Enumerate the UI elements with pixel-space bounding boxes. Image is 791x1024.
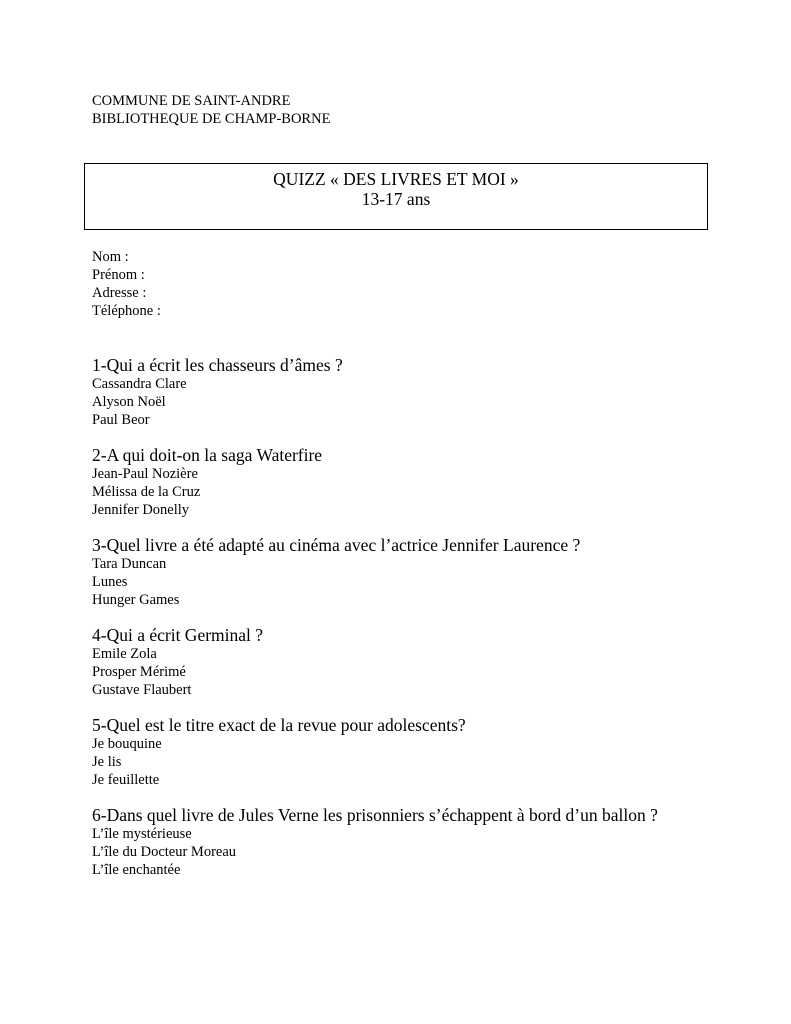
answer-option: Prosper Mérimé <box>92 664 186 680</box>
commune-name: COMMUNE DE SAINT-ANDRE <box>92 93 291 109</box>
question-3 <box>92 535 772 609</box>
question-text: 3-Quel livre a été adapté au cinéma avec l’actrice Jennifer Laurence ? <box>92 535 581 555</box>
question-text: 2-A qui doit-on la saga Waterfire <box>92 445 323 465</box>
question-text: 4-Qui a écrit Germinal ? <box>92 625 264 645</box>
question-text: 5-Quel est le titre exact de la revue pour adolescents? <box>92 715 466 735</box>
answer-option: L’île mystérieuse <box>92 826 192 842</box>
answer-option: Tara Duncan <box>92 556 167 572</box>
answer-option: Paul Beor <box>92 412 150 428</box>
answer-option: Mélissa de la Cruz <box>92 484 201 500</box>
question-text: 1-Qui a écrit les chasseurs d’âmes ? <box>92 355 343 375</box>
answer-option: Gustave Flaubert <box>92 682 192 698</box>
field-prenom: Prénom : <box>92 267 145 283</box>
answer-option: Je lis <box>92 754 122 770</box>
answer-option: Jean-Paul Nozière <box>92 466 198 482</box>
question-list <box>92 355 772 895</box>
question-text: 6-Dans quel livre de Jules Verne les prisonniers s’échappent à bord d’un ballon ? <box>92 805 658 825</box>
answer-option: Je bouquine <box>92 736 162 752</box>
answer-option: Je feuillette <box>92 772 160 788</box>
field-adresse: Adresse : <box>92 285 147 301</box>
quiz-title-box <box>84 163 708 230</box>
answer-option: Cassandra Clare <box>92 376 187 392</box>
answer-option: Lunes <box>92 574 128 590</box>
question-5 <box>92 715 772 789</box>
answer-option: Jennifer Donelly <box>92 502 190 518</box>
question-4 <box>92 625 772 699</box>
answer-option: Emile Zola <box>92 646 157 662</box>
question-6 <box>92 805 772 879</box>
library-name: BIBLIOTHEQUE DE CHAMP-BORNE <box>92 111 331 127</box>
answer-option: Hunger Games <box>92 592 180 608</box>
answer-option: L’île du Docteur Moreau <box>92 844 237 860</box>
field-telephone: Téléphone : <box>92 303 161 319</box>
quiz-title: QUIZZ « DES LIVRES ET MOI » <box>273 169 519 189</box>
field-nom: Nom : <box>92 249 129 265</box>
question-1 <box>92 355 772 429</box>
quiz-age-range: 13-17 ans <box>361 189 431 209</box>
document-header <box>92 92 330 128</box>
participant-fields <box>92 248 161 320</box>
question-2 <box>92 445 772 519</box>
answer-option: Alyson Noël <box>92 394 166 410</box>
answer-option: L’île enchantée <box>92 862 181 878</box>
